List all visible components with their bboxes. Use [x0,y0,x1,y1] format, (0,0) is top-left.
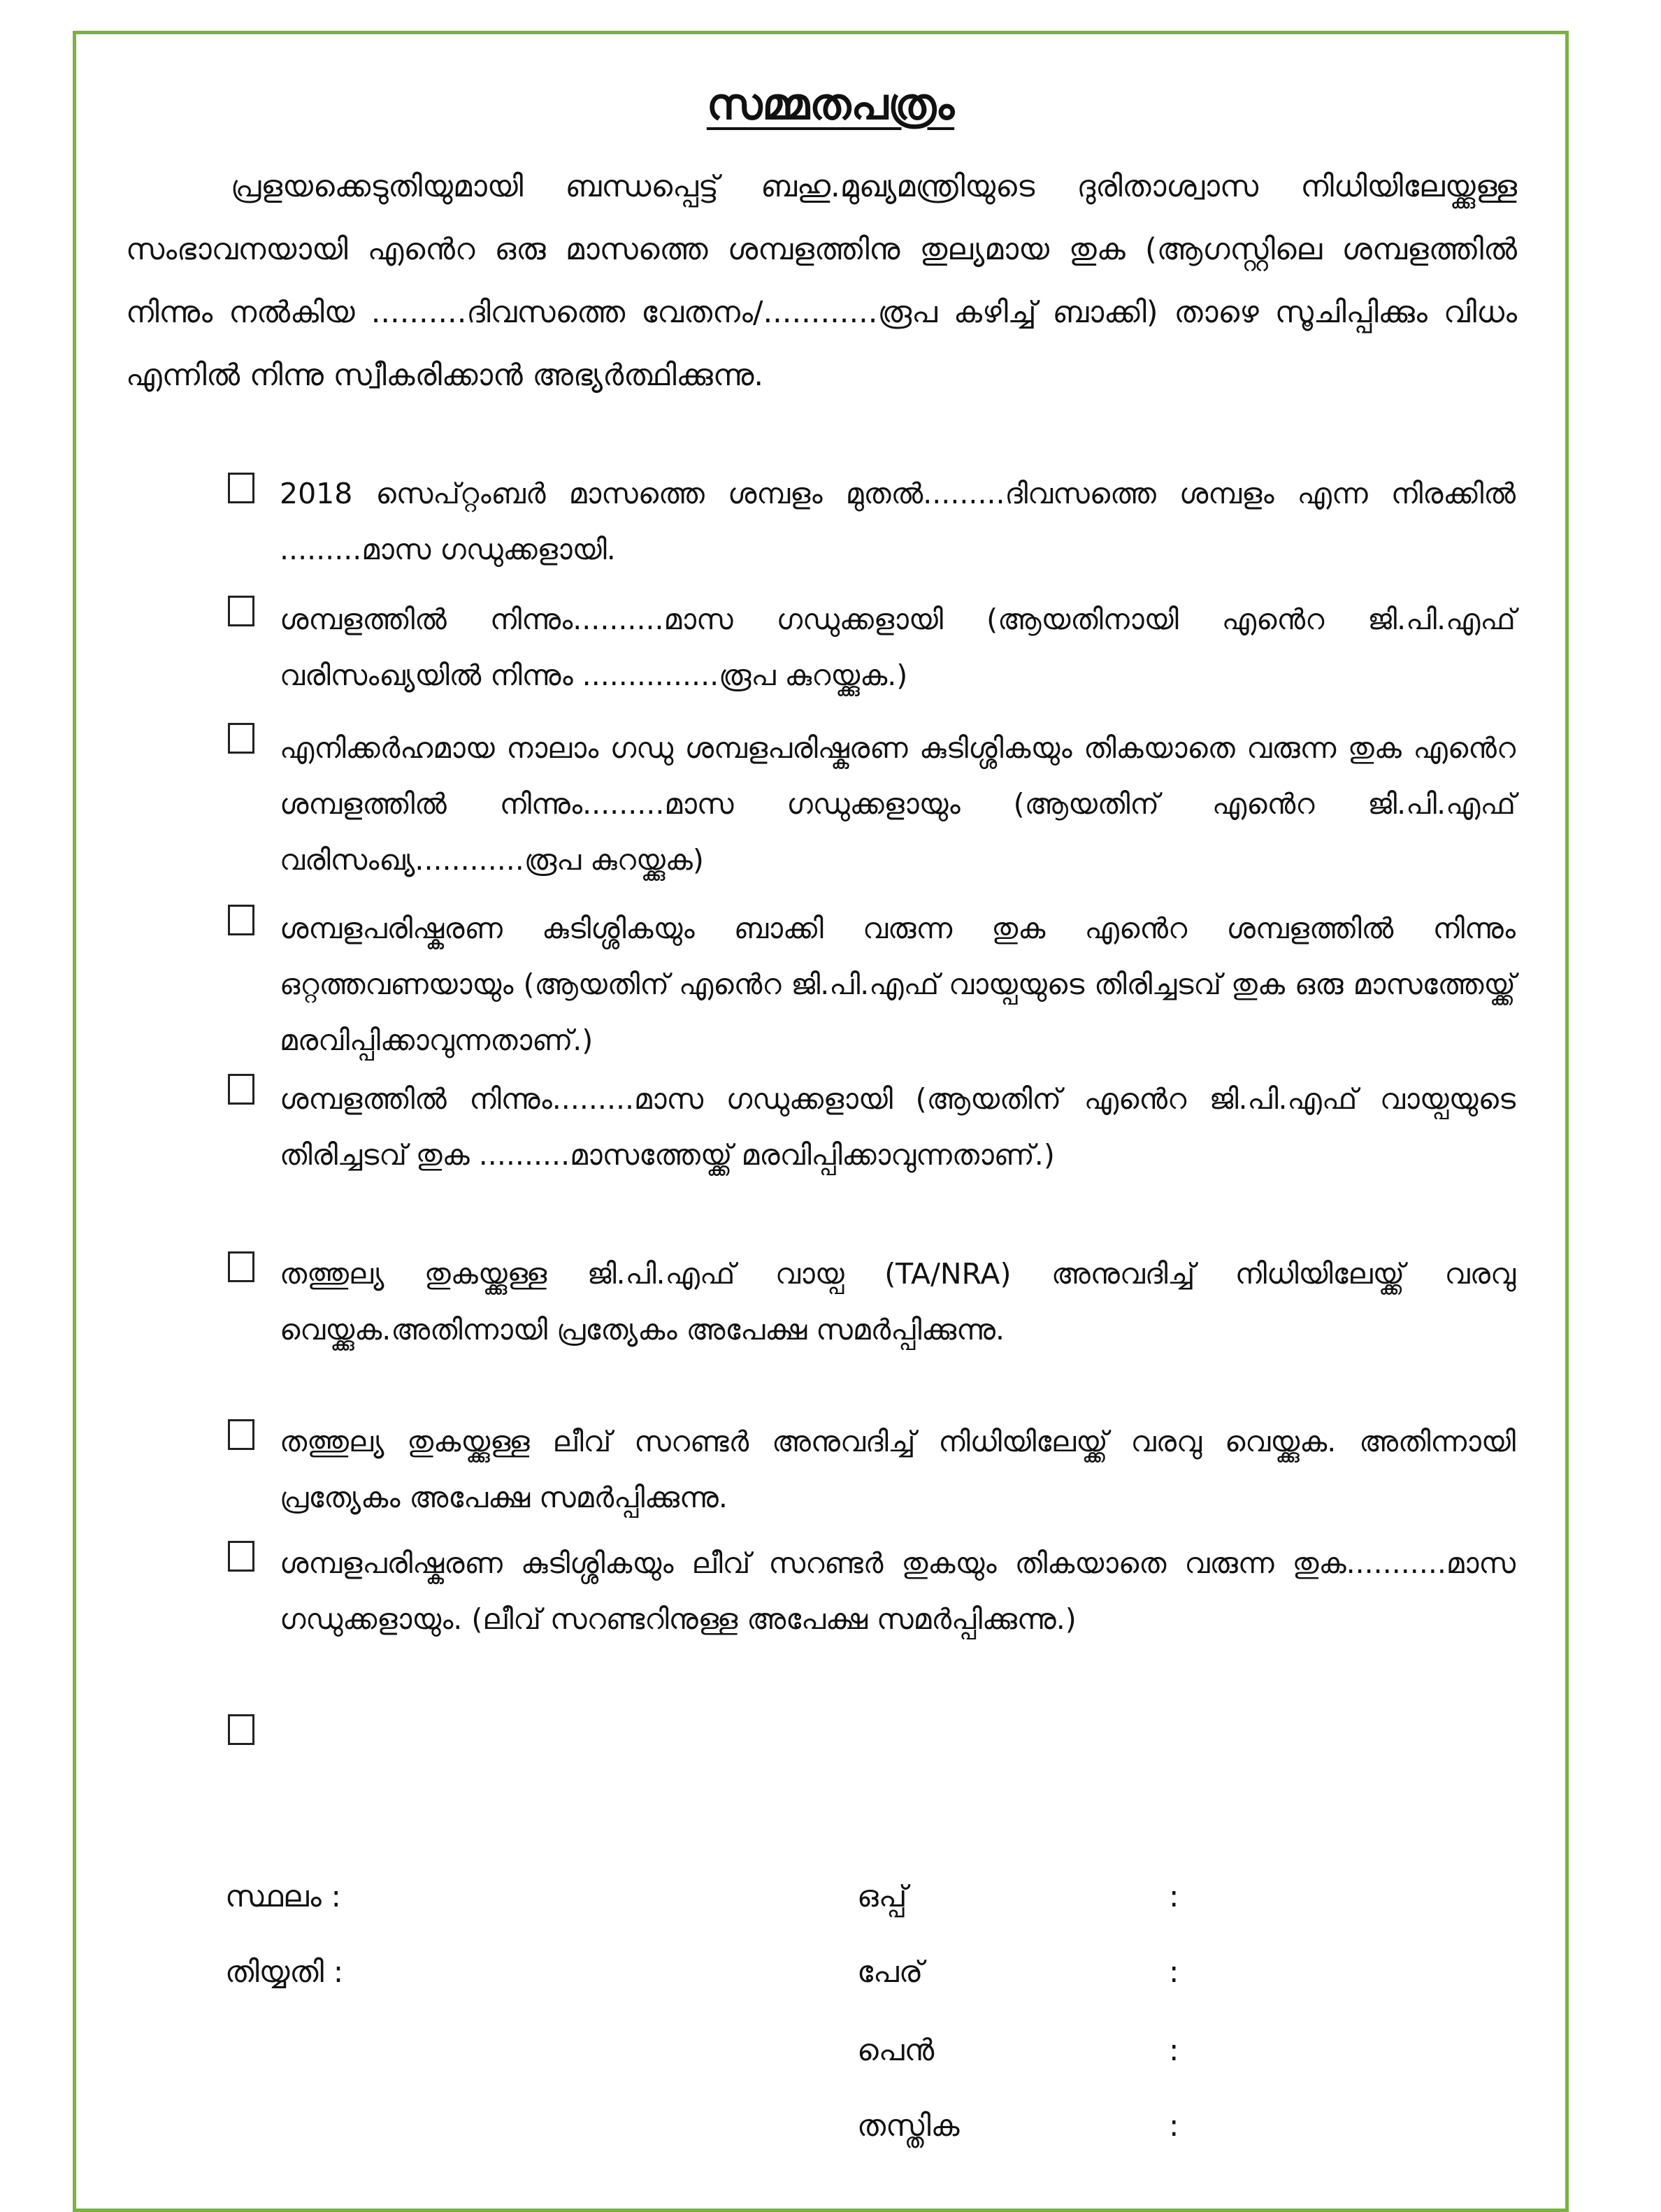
option-2-checkbox[interactable] [228,596,254,626]
option-3-checkbox[interactable] [228,723,254,754]
option-9-checkbox[interactable] [228,1714,254,1745]
signature-label: ഒപ്പ് [857,1879,907,1914]
intro-paragraph: പ്രളയക്കെടുതിയുമായി ബന്ധപ്പെട്ട് ബഹു.മുഖ്യമന്ത്രിയുടെ ദുരിതാശ്വാസ നിധിയിലേയ്ക്കുള്ള സംഭാവനയായി എൻെറ ഒരു മാസത്തെ ശമ്പളത്തിനു തുല്യമായ തുക (ആഗസ്റ്റിലെ ശമ്പളത്തിൽ നിന്നും നൽകിയ ..........ദിവസത്തെ വേതനം/............രൂപ കഴിച്ച് ബാക്കി) താഴെ സൂചിപ്പിക്കും വിധം എന്നിൽ നിന്നു സ്വീകരിക്കാൻ അഭ്യർത്ഥിക്കുന്നു. [126,169,1517,393]
option-2-text: ശമ്പളത്തിൽ നിന്നും..........മാസ ഗഡുക്കളായി (ആയതിനായി എൻെറ ജി.പി.എഫ് വരിസംഖ്യയിൽ നിന്നും ...............രൂപ കുറയ്ക്കുക.) [280,603,1516,692]
option-7-text: തത്തുല്യ തുകയ്ക്കുള്ള ലീവ് സറണ്ടർ അനുവദിച്ച് നിധിയിലേയ്ക്ക് വരവു വെയ്ക്കുക. അതിന്നായി പ്രത്യേകം അപേക്ഷ സമർപ്പിക്കുന്നു. [280,1425,1516,1514]
option-5-checkbox[interactable] [228,1074,254,1105]
option-4-text: ശമ്പളപരിഷ്കരണ കുടിശ്ശികയും ബാക്കി വരുന്ന തുക എൻെറ ശമ്പളത്തിൽ നിന്നും ഒറ്റത്തവണയായും (ആയതിന് എൻെറ ജി.പി.എഫ് വായ്പയുടെ തിരിച്ചടവ് തുക ഒരു മാസത്തേയ്ക്ക് മരവിപ്പിക്കാവുന്നതാണ്.) [280,912,1516,1057]
designation-label: തസ്തിക [857,2109,960,2143]
option-1-checkbox[interactable] [228,473,254,503]
option-6-text: തത്തുല്യ തുകയ്ക്കുള്ള ജി.പി.എഫ് വായ്പ (TA/NRA) അനുവദിച്ച് നിധിയിലേയ്ക്ക് വരവു വെയ്ക്കുക.അതിന്നായി പ്രത്യേകം അപേക്ഷ സമർപ്പിക്കുന്നു. [280,1257,1516,1346]
option-8-checkbox[interactable] [228,1541,254,1572]
intro-paragraph-wrap [126,155,1517,407]
option-7-checkbox[interactable] [228,1419,254,1450]
name-label: പേര് [857,1955,923,1990]
signature-colon: : [1169,1879,1179,1914]
document-title-wrap [0,78,1661,130]
pen-label: പെൻ [857,2033,935,2068]
option-8-text: ശമ്പളപരിഷ്കരണ കുടിശ്ശികയും ലീവ് സറണ്ടർ തുകയും തികയാതെ വരുന്ന തുക...........മാസ ഗഡുക്കളായും. (ലീവ് സറണ്ടറിനുള്ള അപേക്ഷ സമർപ്പിക്കുന്നു.) [280,1546,1516,1636]
option-5-text: ശമ്പളത്തിൽ നിന്നും.........മാസ ഗഡുക്കളായി (ആയതിന് എൻെറ ജി.പി.എഫ് വായ്പയുടെ തിരിച്ചടവ് തുക ..........മാസത്തേയ്ക്ക് മരവിപ്പിക്കാവുന്നതാണ്.) [280,1082,1516,1172]
designation-colon: : [1169,2109,1179,2143]
name-colon: : [1169,1955,1179,1990]
document-title: സമ്മതപത്രം [706,78,955,129]
pen-colon: : [1169,2033,1179,2068]
option-4-checkbox[interactable] [228,905,254,935]
option-6-checkbox[interactable] [228,1251,254,1282]
place-label: സ്ഥലം : [225,1879,341,1914]
option-1-text: 2018 സെപ്റ്റംബർ മാസത്തെ ശമ്പളം മുതൽ.........ദിവസത്തെ ശമ്പളം എന്ന നിരക്കിൽ .........മാസ ഗഡുക്കളായി. [280,477,1516,566]
date-label: തിയ്യതി : [225,1955,344,1990]
option-3-text: എനിക്കർഹമായ നാലാം ഗഡു ശമ്പളപരിഷ്കരണ കുടിശ്ശികയും തികയാതെ വരുന്ന തുക എൻെറ ശമ്പളത്തിൽ നിന്നും.........മാസ ഗഡുക്കളായും (ആയതിന് എൻെറ ജി.പി.എഫ് വരിസംഖ്യ............രൂപ കുറയ്ക്കുക) [280,731,1516,877]
